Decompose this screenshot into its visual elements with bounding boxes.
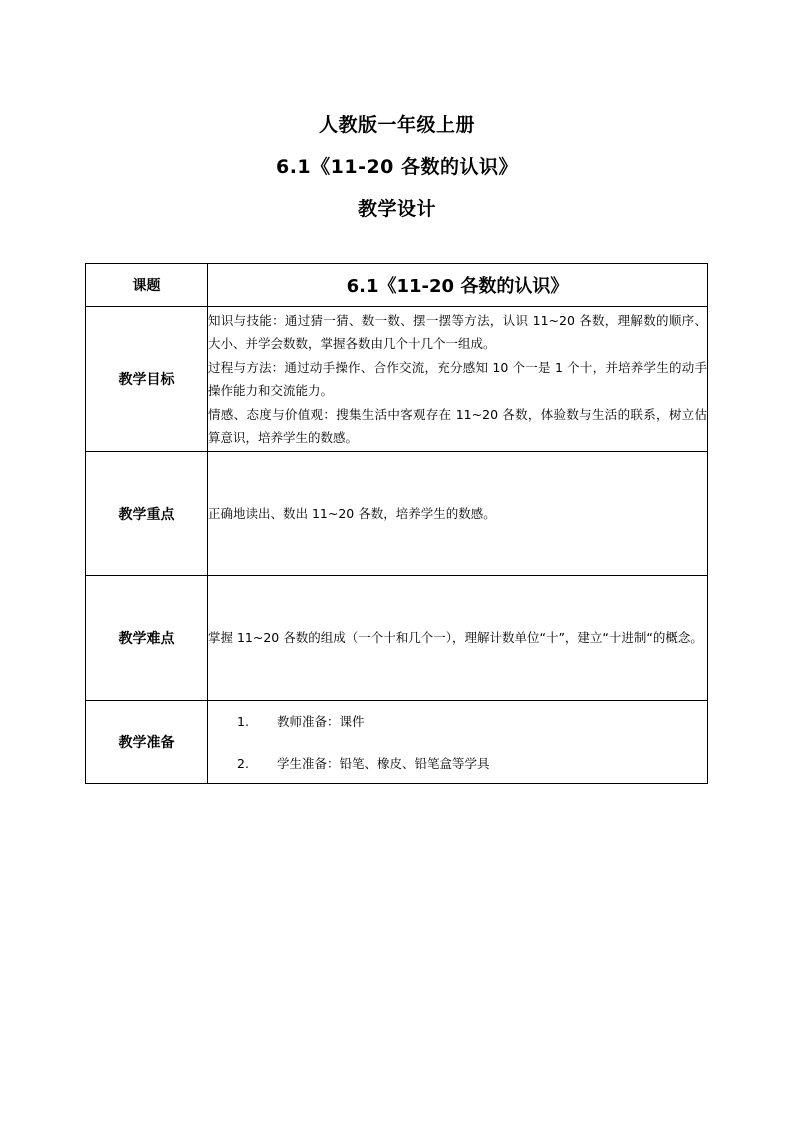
objective-attitude: 情感、态度与价值观：搜集生活中客观存在 11~20 各数，体验数与生活的联系，树立估算意识，培养学生的数感。: [208, 406, 707, 445]
preparation-item: [208, 753, 707, 774]
preparation-item-number: 1.: [237, 713, 249, 729]
preparation-item-text: 教师准备：课件: [277, 714, 365, 729]
key-points-content: [208, 452, 708, 576]
topic-value: 6.1《11-20 各数的认识》: [208, 264, 708, 307]
difficulties-content: [208, 576, 708, 701]
key-points-row: [86, 452, 708, 576]
objective-process: 过程与方法：通过动手操作、合作交流，充分感知 10 个一是 1 个十，并培养学生的动手操作能力和交流能力。: [208, 359, 707, 398]
topic-row: [86, 264, 708, 307]
difficulties-row: [86, 576, 708, 701]
preparation-row: [86, 701, 708, 784]
preparation-item: [208, 711, 707, 732]
preparation-item-number: 2.: [237, 755, 249, 771]
title-line-textbook: 人教版一年级上册: [318, 114, 475, 136]
objectives-row: [86, 307, 708, 452]
objectives-label: 教学目标: [86, 307, 208, 452]
lesson-plan-table: [85, 263, 708, 784]
preparation-item-text: 学生准备：铅笔、橡皮、铅笔盒等学具: [277, 756, 490, 771]
objective-knowledge: 知识与技能：通过猜一猜、数一数、摆一摆等方法，认识 11~20 各数，理解数的顺序、大小、并学会数数，掌握各数由几个十几个一组成。: [208, 312, 707, 351]
preparation-content: [208, 701, 708, 784]
key-points-label: 教学重点: [86, 452, 208, 576]
title-line-lesson: 6.1《11-20 各数的认识》: [275, 156, 519, 178]
preparation-label: 教学准备: [86, 701, 208, 784]
key-points-text: 正确地读出、数出 11~20 各数，培养学生的数感。: [208, 505, 496, 521]
document-title: [0, 104, 794, 230]
title-line-design: 教学设计: [357, 198, 436, 220]
objectives-content: [208, 307, 708, 452]
topic-label: 课题: [86, 264, 208, 307]
difficulties-text: 掌握 11~20 各数的组成（一个十和几个一），理解计数单位“十”，建立“十进制“的概念。: [208, 630, 703, 646]
difficulties-label: 教学难点: [86, 576, 208, 701]
